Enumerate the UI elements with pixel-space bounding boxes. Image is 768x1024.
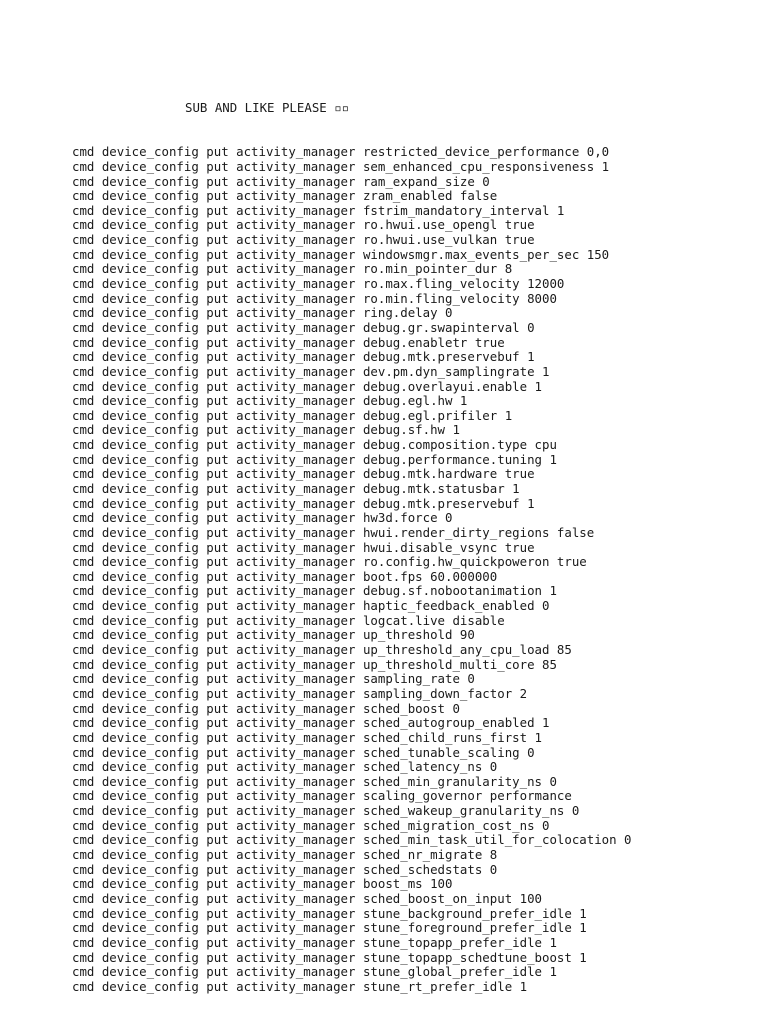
command-setting: logcat.live disable [362,612,505,628]
command-prefix: cmd device_config put activity_manager [72,246,356,262]
command-prefix: cmd device_config put activity_manager [72,290,356,306]
command-line [72,804,752,819]
command-prefix: cmd device_config put activity_manager [72,934,356,950]
command-setting: debug.mtk.preservebuf 1 [362,349,535,365]
command-line [72,321,752,336]
command-line [72,541,752,556]
command-line [72,833,752,848]
command-setting: ro.config.hw_quickpoweron true [362,554,587,570]
command-setting: stune_topapp_schedtune_boost 1 [362,949,587,965]
command-setting: fstrim_mandatory_interval 1 [362,202,565,218]
command-line [72,365,752,380]
command-line [72,584,752,599]
command-line [72,951,752,966]
command-setting: sched_migration_cost_ns 0 [362,817,550,833]
command-prefix: cmd device_config put activity_manager [72,642,356,658]
command-setting: sampling_rate 0 [362,671,475,687]
command-line [72,350,752,365]
command-setting: sched_autogroup_enabled 1 [362,715,550,731]
command-line [72,746,752,761]
command-prefix: cmd device_config put activity_manager [72,978,356,994]
command-list [72,145,752,994]
command-line [72,980,752,995]
command-prefix: cmd device_config put activity_manager [72,685,356,701]
command-prefix: cmd device_config put activity_manager [72,524,356,540]
command-line [72,292,752,307]
command-setting: boost_ms 100 [362,876,453,892]
command-line [72,731,752,746]
command-setting: sched_boost_on_input 100 [362,890,542,906]
command-setting: debug.overlayui.enable 1 [362,378,542,394]
command-prefix: cmd device_config put activity_manager [72,671,356,687]
command-setting: ring.delay 0 [362,305,453,321]
command-prefix: cmd device_config put activity_manager [72,700,356,716]
command-line [72,863,752,878]
command-prefix: cmd device_config put activity_manager [72,612,356,628]
command-line [72,175,752,190]
command-setting: windowsmgr.max_events_per_sec 150 [362,246,610,262]
command-prefix: cmd device_config put activity_manager [72,759,356,775]
command-setting: sched_nr_migrate 8 [362,847,498,863]
command-line [72,892,752,907]
command-line [72,570,752,585]
command-setting: sem_enhanced_cpu_responsiveness 1 [362,158,610,174]
command-setting: hwui.render_dirty_regions false [362,524,595,540]
command-setting: sampling_down_factor 2 [362,685,528,701]
command-line [72,204,752,219]
command-line [72,614,752,629]
command-prefix: cmd device_config put activity_manager [72,715,356,731]
command-setting: haptic_feedback_enabled 0 [362,598,550,614]
command-prefix: cmd device_config put activity_manager [72,905,356,921]
command-setting: ro.min.fling_velocity 8000 [362,290,557,306]
command-line [72,936,752,951]
command-prefix: cmd device_config put activity_manager [72,598,356,614]
command-prefix: cmd device_config put activity_manager [72,173,356,189]
command-line [72,907,752,922]
command-setting: ro.max.fling_velocity 12000 [362,276,565,292]
command-line [72,921,752,936]
command-setting: sched_latency_ns 0 [362,759,498,775]
command-line [72,819,752,834]
command-prefix: cmd device_config put activity_manager [72,788,356,804]
command-line [72,526,752,541]
command-setting: dev.pm.dyn_samplingrate 1 [362,363,550,379]
command-line [72,702,752,717]
command-setting: up_threshold_any_cpu_load 85 [362,642,572,658]
command-prefix: cmd device_config put activity_manager [72,158,356,174]
command-line [72,482,752,497]
command-prefix: cmd device_config put activity_manager [72,554,356,570]
command-prefix: cmd device_config put activity_manager [72,481,356,496]
command-line [72,248,752,263]
command-setting: stune_topapp_prefer_idle 1 [362,934,557,950]
command-setting: debug.sf.nobootanimation 1 [362,583,557,599]
command-setting: debug.egl.hw 1 [362,393,468,409]
command-line [72,409,752,424]
command-line [72,394,752,409]
command-prefix: cmd device_config put activity_manager [72,261,356,277]
command-line [72,877,752,892]
command-line [72,658,752,673]
command-prefix: cmd device_config put activity_manager [72,217,356,233]
command-prefix: cmd device_config put activity_manager [72,817,356,833]
command-setting: ro.hwui.use_opengl true [362,217,535,233]
command-setting: stune_foreground_prefer_idle 1 [362,920,587,936]
command-prefix: cmd device_config put activity_manager [72,437,356,453]
command-prefix: cmd device_config put activity_manager [72,510,356,526]
command-setting: sched_tunable_scaling 0 [362,744,535,760]
command-prefix: cmd device_config put activity_manager [72,319,356,335]
command-prefix: cmd device_config put activity_manager [72,803,356,819]
command-prefix: cmd device_config put activity_manager [72,539,356,555]
command-line [72,336,752,351]
command-setting: up_threshold 90 [362,627,475,643]
command-prefix: cmd device_config put activity_manager [72,744,356,760]
command-setting: stune_rt_prefer_idle 1 [362,978,528,994]
command-setting: debug.egl.prifiler 1 [362,407,513,423]
command-setting: sched_min_task_util_for_colocation 0 [362,832,632,848]
command-prefix: cmd device_config put activity_manager [72,964,356,980]
command-line [72,716,752,731]
command-prefix: cmd device_config put activity_manager [72,305,356,321]
document-heading: SUB AND LIKE PLEASE ▫▫ [185,100,350,116]
command-line [72,687,752,702]
command-setting: sched_boost 0 [362,700,460,716]
command-setting: stune_global_prefer_idle 1 [362,964,557,980]
command-prefix: cmd device_config put activity_manager [72,188,356,204]
command-setting: restricted_device_performance 0,0 [362,144,610,160]
command-prefix: cmd device_config put activity_manager [72,451,356,467]
command-prefix: cmd device_config put activity_manager [72,729,356,745]
command-prefix: cmd device_config put activity_manager [72,949,356,965]
command-prefix: cmd device_config put activity_manager [72,276,356,292]
command-line [72,555,752,570]
command-prefix: cmd device_config put activity_manager [72,656,356,672]
command-line [72,511,752,526]
command-setting: sched_schedstats 0 [362,861,498,877]
command-prefix: cmd device_config put activity_manager [72,334,356,350]
command-line [72,599,752,614]
command-line [72,218,752,233]
command-prefix: cmd device_config put activity_manager [72,144,356,160]
command-line [72,380,752,395]
command-setting: sched_child_runs_first 1 [362,729,542,745]
command-line [72,760,752,775]
command-setting: debug.mtk.statusbar 1 [362,481,520,496]
command-setting: up_threshold_multi_core 85 [362,656,557,672]
command-prefix: cmd device_config put activity_manager [72,832,356,848]
command-prefix: cmd device_config put activity_manager [72,583,356,599]
command-line [72,628,752,643]
command-setting: debug.mtk.preservebuf 1 [362,495,535,511]
command-line [72,775,752,790]
command-line [72,672,752,687]
command-setting: hwui.disable_vsync true [362,539,535,555]
command-setting: ram_expand_size 0 [362,173,490,189]
command-setting: ro.hwui.use_vulkan true [362,232,535,248]
command-line [72,438,752,453]
command-line [72,789,752,804]
command-setting: zram_enabled false [362,188,498,204]
command-setting: sched_wakeup_granularity_ns 0 [362,803,580,819]
command-prefix: cmd device_config put activity_manager [72,407,356,423]
command-setting: sched_min_granularity_ns 0 [362,773,557,789]
command-setting: boot.fps 60.000000 [362,568,498,584]
command-line [72,467,752,482]
command-line [72,262,752,277]
command-prefix: cmd device_config put activity_manager [72,363,356,379]
command-prefix: cmd device_config put activity_manager [72,627,356,643]
command-setting: debug.gr.swapinterval 0 [362,319,535,335]
command-line [72,423,752,438]
command-setting: hw3d.force 0 [362,510,453,526]
command-prefix: cmd device_config put activity_manager [72,378,356,394]
command-line [72,453,752,468]
command-prefix: cmd device_config put activity_manager [72,232,356,248]
command-prefix: cmd device_config put activity_manager [72,920,356,936]
command-setting: ro.min_pointer_dur 8 [362,261,513,277]
command-prefix: cmd device_config put activity_manager [72,861,356,877]
command-setting: debug.enabletr true [362,334,505,350]
command-line [72,160,752,175]
command-prefix: cmd device_config put activity_manager [72,349,356,365]
document-body [72,72,752,1024]
command-line [72,643,752,658]
command-line [72,497,752,512]
command-setting: debug.composition.type cpu [362,437,557,453]
command-line [72,277,752,292]
command-prefix: cmd device_config put activity_manager [72,422,356,438]
command-prefix: cmd device_config put activity_manager [72,773,356,789]
command-prefix: cmd device_config put activity_manager [72,393,356,409]
command-line [72,848,752,863]
command-prefix: cmd device_config put activity_manager [72,495,356,511]
command-prefix: cmd device_config put activity_manager [72,890,356,906]
command-line [72,233,752,248]
command-setting: debug.sf.hw 1 [362,422,460,438]
command-prefix: cmd device_config put activity_manager [72,466,356,482]
command-setting: scaling_governor performance [362,788,572,804]
command-prefix: cmd device_config put activity_manager [72,202,356,218]
command-line [72,306,752,321]
command-line [72,965,752,980]
command-line [72,145,752,160]
command-setting: debug.mtk.hardware true [362,466,535,482]
command-setting: stune_background_prefer_idle 1 [362,905,587,921]
command-setting: debug.performance.tuning 1 [362,451,557,467]
command-prefix: cmd device_config put activity_manager [72,847,356,863]
command-line [72,189,752,204]
command-prefix: cmd device_config put activity_manager [72,876,356,892]
command-prefix: cmd device_config put activity_manager [72,568,356,584]
